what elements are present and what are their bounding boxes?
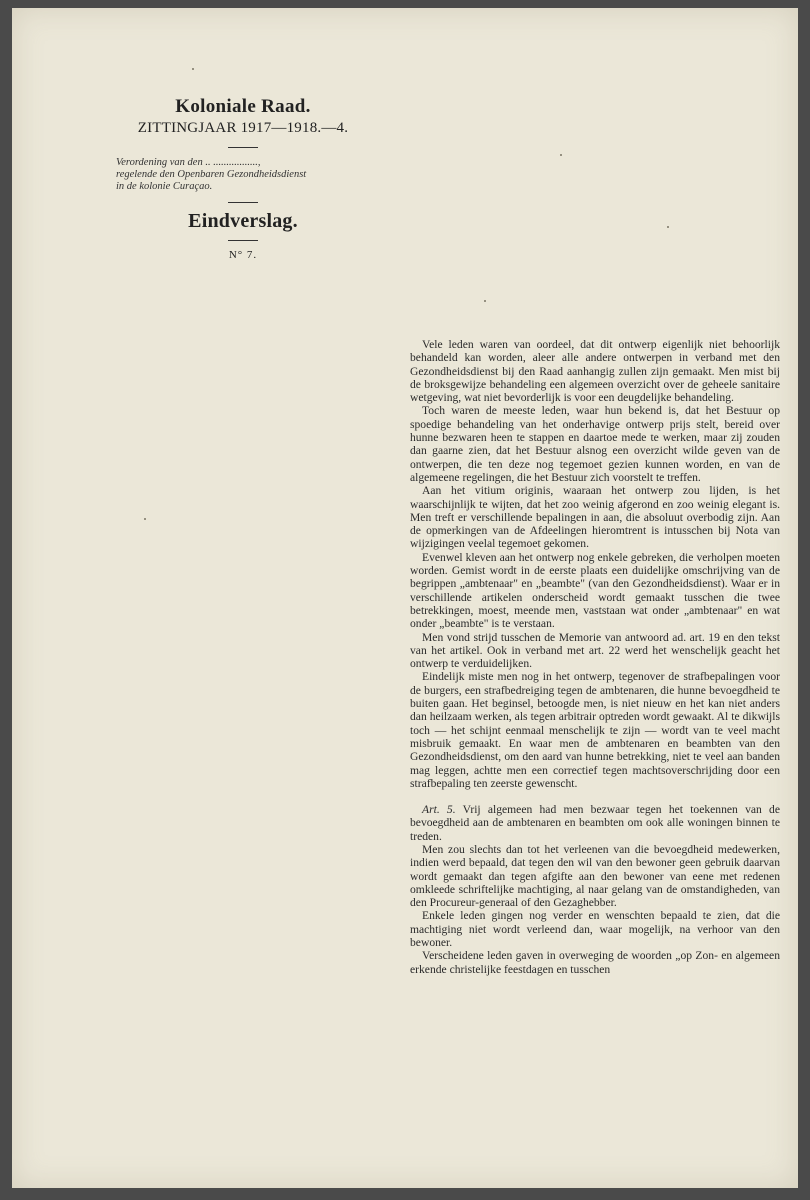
document-header bbox=[112, 96, 374, 261]
article-5-label: Art. 5. bbox=[422, 803, 456, 817]
body-paragraph: Evenwel kleven aan het ontwerp nog enkele gebreken, die verholpen moeten worden. Gemist wordt in de eerste plaats een duidelijke omschrijving van de begrippen „ambtenaar" en „beambte" (van den Gezondheidsdienst). Waar er in verschillende artikelen onderscheid wordt gemaakt tusschen die twee betrekkingen, moest, meende men, vaststaan wat onder „ambtenaar" en wat onder „beambte" is te verstaan. bbox=[410, 550, 780, 631]
subject-line-2: regelende den Openbaren Gezondheidsdienst bbox=[116, 169, 307, 180]
divider bbox=[228, 147, 258, 148]
body-paragraph: Verscheidene leden gaven in overweging de woorden „op Zon- en algemeen erkende christelijke feestdagen en tusschen bbox=[410, 949, 780, 976]
report-number: N° 7. bbox=[228, 249, 258, 261]
report-body bbox=[410, 338, 780, 976]
article-5-paragraph bbox=[410, 803, 780, 843]
body-paragraph: Men zou slechts dan tot het verleenen van die bevoegdheid medewerken, indien werd bepaald, dat tegen den wil van den bewoner geen gebruik daarvan wordt gemaakt dan tegen afgifte aan den bewoner van eene met redenen omkleede schriftelijke machtiging, al naar gelang van de omstandigheden, van den Procureur-generaal of den Gezaghebber. bbox=[410, 842, 780, 910]
session-year: ZITTINGJAAR 1917—1918.—4. bbox=[137, 120, 349, 136]
paper-speck bbox=[144, 518, 146, 520]
subject-line-1: Verordening van den .. ................., bbox=[116, 157, 261, 168]
body-paragraph: Vele leden waren van oordeel, dat dit ontwerp eigenlijk niet behoorlijk behandeld kan worden, aleer alle andere ontwerpen in verband met den Gezondheidsdienst bij den Raad aanhangig zullen zijn gemaakt. Men mist bij de broksgewijze behandeling een algemeen overzicht over de geheele sanitaire wetgeving, wat niet bevorderlijk is voor een deugdelijke behandeling. bbox=[410, 338, 780, 405]
report-title: Eindverslag. bbox=[188, 210, 298, 232]
body-paragraph: Eindelijk miste men nog in het ontwerp, tegenover de strafbepalingen voor de burgers, een strafbedreiging tegen de ambtenaren, die hunne bevoegdheid te buiten gaan. Het beginsel, betoogde men, is niet nieuw en het kan niet anders dan heilzaam werken, als tegen arbitrair optreden wordt gewaakt. Al te dikwijls toch — het schijnt eenmaal menschelijk te zijn — wordt van te veel macht misbruik gemaakt. En waar men de ambtenaren en beambten van den Gezondheidsdienst, om den aard van hunne betrekking, niet te veel aan banden mag leggen, achtte men een correctief tegen machtsoverschrijding door een strafbepaling ten zeerste gewenscht. bbox=[410, 670, 780, 790]
paper-speck bbox=[484, 300, 486, 302]
council-title: Koloniale Raad. bbox=[175, 96, 311, 117]
paper-speck bbox=[560, 154, 562, 156]
paper-speck bbox=[192, 68, 194, 70]
document-page bbox=[12, 8, 798, 1188]
body-paragraph: Men vond strijd tusschen de Memorie van antwoord ad. art. 19 en den tekst van het artikel. Ook in verband met art. 22 werd het wenschelijk geacht het ontwerp te verduidelijken. bbox=[410, 630, 780, 671]
article-5-text: Vrij algemeen had men bezwaar tegen het toekennen van de bevoegdheid aan de ambtenaren en beambten om ook alle woningen binnen te treden. bbox=[410, 803, 780, 843]
divider bbox=[228, 202, 258, 203]
body-paragraph: Aan het vitium originis, waaraan het ontwerp zou lijden, is het waarschijnlijk te wijten, dat het zoo weinig afgerond en zoo weinig elegant is. Men treft er verschillende bepalingen in aan, die absoluut overbodig zijn. Aan de opmerkingen van de Afdeelingen hieromtrent is intusschen bij Nota van wijzigingen veelal tegemoet gekomen. bbox=[410, 484, 780, 551]
divider bbox=[228, 240, 258, 241]
body-paragraph: Toch waren de meeste leden, waar hun bekend is, dat het Bestuur op spoedige behandeling van het onderhavige ontwerp prijs stelt, bereid over hunne bezwaren heen te stappen en daartoe mede te werken, maar zij zouden dan gaarne zien, dat het Bestuur alsnog een overzicht wilde geven van de ontwerpen, die ten deze nog tegemoet gezien kunnen worden, en van de algemeene regelingen, die het Bestuur zich voorstelt te treffen. bbox=[410, 404, 780, 484]
body-paragraph: Enkele leden gingen nog verder en wenschten bepaald te zien, dat die machtiging niet wordt verleend dan, waar mogelijk, na verhoor van den bewoner. bbox=[410, 909, 780, 950]
paper-speck bbox=[667, 226, 669, 228]
subject-line-3: in de kolonie Curaçao. bbox=[116, 181, 213, 192]
